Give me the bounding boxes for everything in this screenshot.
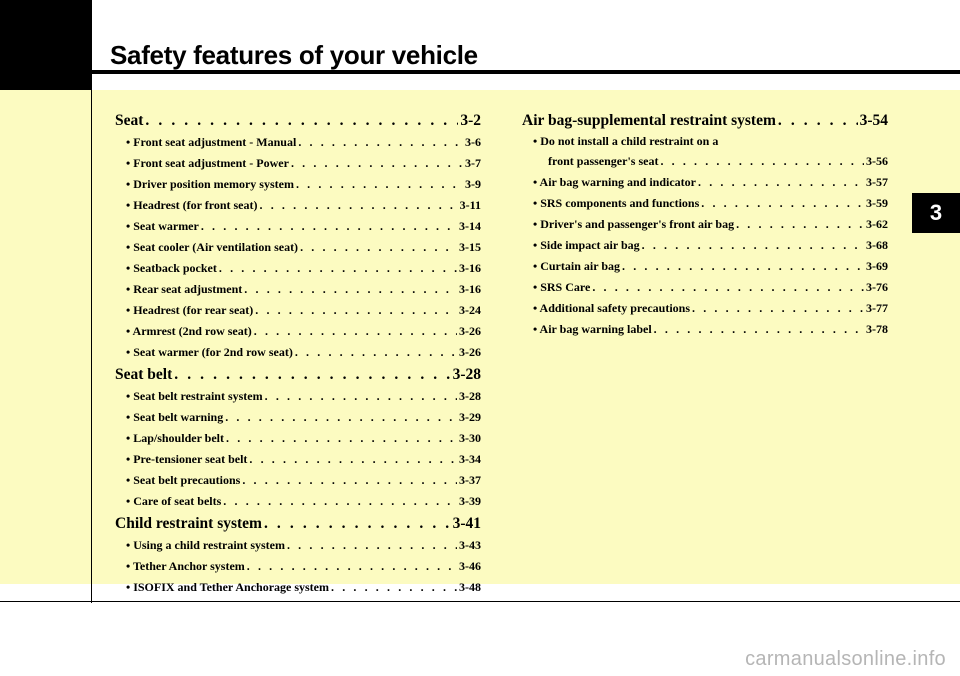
toc-entry[interactable] [115,577,481,598]
toc-entry-page: 3-43 [459,538,481,552]
toc-entry-label: • ISOFIX and Tether Anchorage system [126,580,329,594]
toc-entry[interactable] [522,214,888,235]
toc-entry-page: 3-14 [459,219,481,233]
toc-entry[interactable] [115,237,481,258]
toc-entry-label: • Pre-tensioner seat belt [126,452,248,466]
toc-entry-label: • Using a child restraint system [126,538,285,552]
toc-entry-page: 3-78 [866,322,888,336]
toc-entry-page: 3-24 [459,303,481,317]
toc-entry-label: • Curtain air bag [533,259,620,273]
toc-entry-label: • Driver position memory system [126,177,294,191]
toc-entry[interactable] [115,153,481,174]
toc-entry-page: 3-68 [866,238,888,252]
leader-dots [247,556,457,577]
toc-entry-label: • Air bag warning and indicator [533,175,697,189]
left-margin-rule [91,88,92,603]
toc-left-column [115,109,481,598]
leader-dots [219,258,457,279]
toc-entry[interactable] [115,300,481,321]
toc-entry[interactable] [115,512,481,535]
toc-entry-page: 3-62 [866,217,888,231]
toc-entry-label: Seat belt [115,366,173,383]
toc-entry-page: 3-46 [459,559,481,573]
toc-entry[interactable] [115,428,481,449]
leader-dots [698,172,864,193]
leader-dots [622,256,864,277]
toc-entry-page: 3-28 [459,389,481,403]
toc-entry[interactable] [115,491,481,512]
toc-entry-label: • Rear seat adjustment [126,282,243,296]
toc-entry-page: 3-34 [459,452,481,466]
toc-entry-page: 3-76 [866,280,888,294]
toc-entry[interactable] [115,386,481,407]
toc-entry-label: • Seat warmer [126,219,199,233]
toc-entry-label: • Seat cooler (Air ventilation seat) [126,240,299,254]
toc-entry-page: 3-11 [459,198,481,212]
leader-dots [260,195,458,216]
toc-entry-page: 3-15 [459,240,481,254]
page-title: Safety features of your vehicle [110,40,478,70]
toc-entry-label: Air bag-supplemental restraint system [522,112,776,129]
toc-entry[interactable] [115,470,481,491]
toc-entry[interactable] [522,172,888,193]
toc-entry-label: front passenger's seat [548,154,659,168]
toc-entry-label: • Seat belt restraint system [126,389,263,403]
leader-dots [660,151,864,172]
toc-entry[interactable] [115,363,481,386]
leader-dots [265,386,457,407]
toc-entry-label: • Lap/shoulder belt [126,431,225,445]
leader-dots [225,407,457,428]
toc-entry-label: • Front seat adjustment - Power [126,156,289,170]
toc-entry[interactable] [115,342,481,363]
leader-dots [223,491,457,512]
corner-black-block [0,0,92,90]
toc-entry-label: • Care of seat belts [126,494,222,508]
toc-entry[interactable] [115,407,481,428]
toc-entry-label: • Seatback pocket [126,261,217,275]
toc-entry-label: • Air bag warning label [533,322,652,336]
toc-entry[interactable] [522,319,888,340]
toc-entry-page: 3-26 [459,345,481,359]
leader-dots [226,428,457,449]
toc-entry-page: 3-57 [866,175,888,189]
toc-entry-page: 3-54 [859,112,888,129]
toc-entry-page: 3-48 [459,580,481,594]
toc-entry-page: 3-41 [452,515,481,532]
toc-entry-page: 3-26 [459,324,481,338]
toc-entry-page: 3-2 [460,112,481,129]
leader-dots [296,174,463,195]
leader-dots [145,109,458,132]
toc-entry-label: • Seat warmer (for 2nd row seat) [126,345,293,359]
leader-dots [291,153,463,174]
leader-dots [778,109,858,132]
toc-entry-page: 3-16 [459,282,481,296]
leader-dots [264,512,451,535]
toc-entry-label: • Seat belt warning [126,410,224,424]
toc-entry-label: • SRS components and functions [533,196,700,210]
leader-dots [701,193,864,214]
watermark: carmanualsonline.info [745,648,946,670]
toc-entry-page: 3-39 [459,494,481,508]
leader-dots [300,237,457,258]
toc-entry-label: • SRS Care [533,280,591,294]
toc-entry[interactable] [115,556,481,577]
toc-entry-label: • Driver's and passenger's front air bag [533,217,735,231]
toc-entry[interactable] [115,449,481,470]
toc-entry-label: • Front seat adjustment - Manual [126,135,297,149]
toc-entry[interactable] [522,277,888,298]
toc-entry[interactable] [115,216,481,237]
toc-entry-label: • Armrest (2nd row seat) [126,324,252,338]
toc-entry-page: 3-37 [459,473,481,487]
leader-dots [287,535,457,556]
toc-entry[interactable] [522,235,888,256]
leader-dots [255,300,457,321]
toc-entry-label: • Do not install a child restraint on a [533,134,719,148]
toc-entry[interactable] [115,195,481,216]
toc-entry[interactable] [115,279,481,300]
toc-entry-page: 3-30 [459,431,481,445]
toc-entry-page: 3-7 [465,156,481,170]
leader-dots [692,298,864,319]
toc-entry-continuation[interactable] [522,151,888,172]
toc-entry[interactable] [522,109,888,132]
leader-dots [174,363,450,386]
toc-entry-label: • Seat belt precautions [126,473,241,487]
leader-dots [298,132,463,153]
leader-dots [654,319,864,340]
toc-entry-page: 3-69 [866,259,888,273]
toc-entry-page: 3-6 [465,135,481,149]
toc-entry[interactable] [115,132,481,153]
footer-rule [0,601,960,602]
leader-dots [295,342,457,363]
toc-right-column [522,109,888,340]
toc-entry[interactable] [522,193,888,214]
toc-entry-label: • Headrest (for front seat) [126,198,258,212]
leader-dots [242,470,457,491]
toc-entry-label: • Additional safety precautions [533,301,690,315]
toc-entry-page: 3-59 [866,196,888,210]
toc-entry[interactable] [115,174,481,195]
leader-dots [331,577,457,598]
toc-entry[interactable] [522,298,888,319]
toc-entry-page: 3-56 [866,154,888,168]
toc-entry-page: 3-29 [459,410,481,424]
toc-entry[interactable] [115,535,481,556]
toc-entry[interactable] [115,321,481,342]
toc-entry-label: • Headrest (for rear seat) [126,303,254,317]
leader-dots [249,449,457,470]
toc-entry-label: • Tether Anchor system [126,559,245,573]
toc-entry[interactable] [522,256,888,277]
toc-entry-page: 3-28 [452,366,481,383]
toc-entry-page: 3-16 [459,261,481,275]
toc-entry-label: • Side impact air bag [533,238,640,252]
chapter-tab[interactable]: 3 [912,193,960,233]
toc-entry-page: 3-9 [465,177,481,191]
toc-entry-label: Child restraint system [115,515,262,532]
leader-dots [201,216,457,237]
header-rule [92,70,960,74]
leader-dots [736,214,864,235]
leader-dots [254,321,457,342]
leader-dots [244,279,457,300]
leader-dots [592,277,864,298]
toc-entry-label: Seat [115,112,144,129]
toc-entry[interactable] [115,109,481,132]
toc-entry-first-line[interactable] [522,132,888,151]
leader-dots [642,235,864,256]
toc-entry[interactable] [115,258,481,279]
toc-entry-page: 3-77 [866,301,888,315]
